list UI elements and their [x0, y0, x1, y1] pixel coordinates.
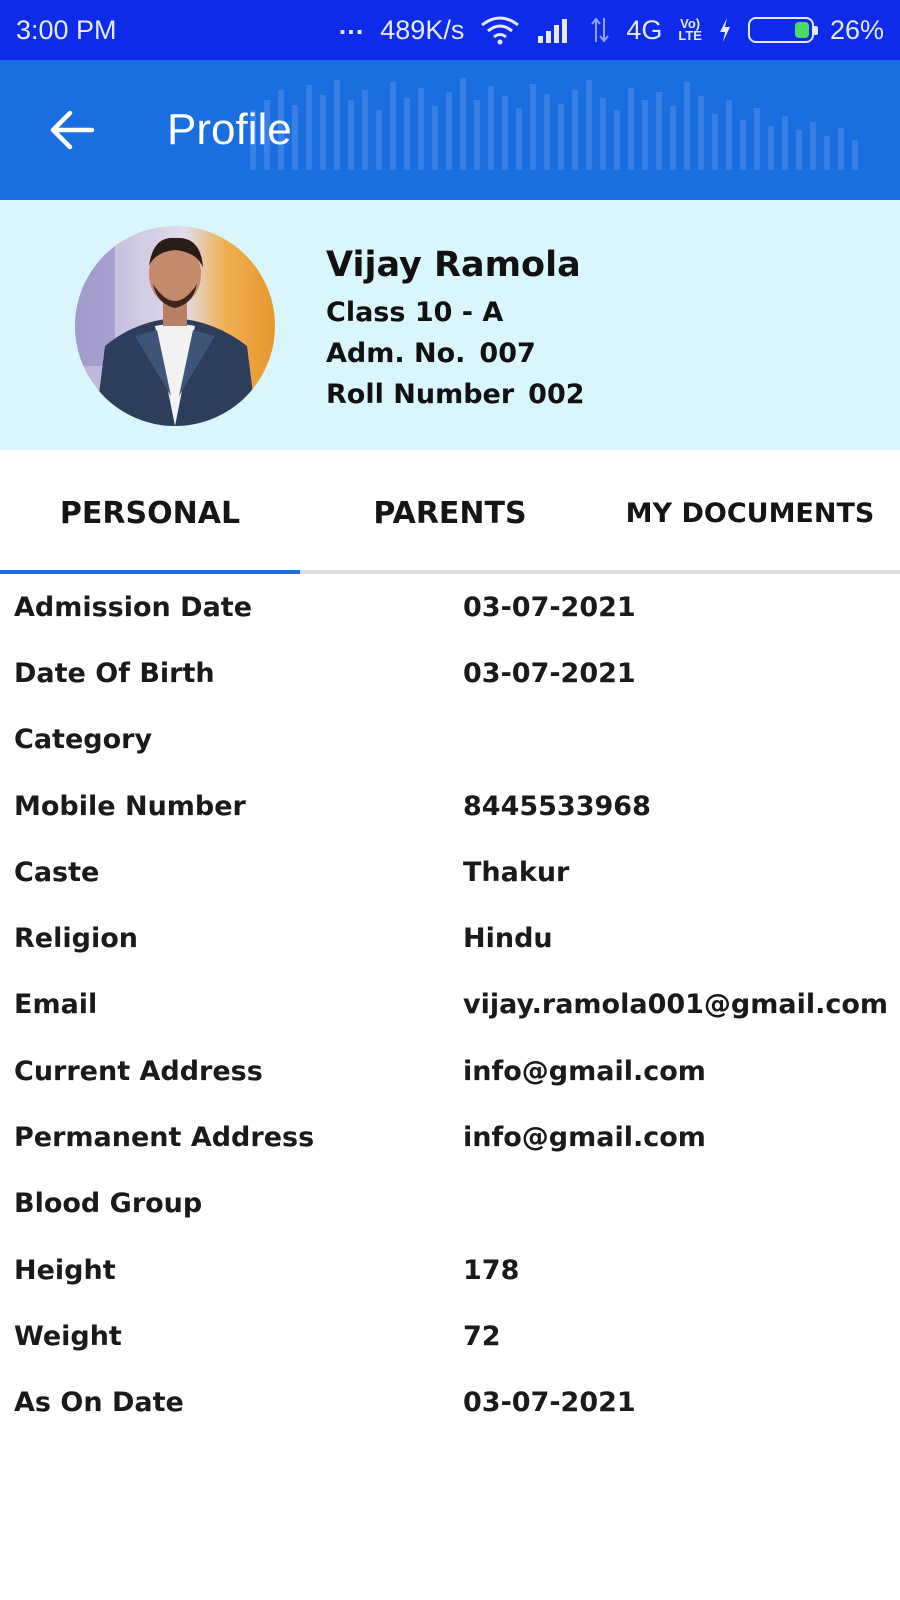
net-speed: 489K/s — [380, 14, 465, 45]
detail-label: Blood Group — [14, 1188, 203, 1220]
profile-header — [0, 200, 900, 450]
student-class: Class 10 - A — [326, 297, 504, 328]
detail-value: 03-07-2021 — [463, 1387, 636, 1419]
admission-number-value: 007 — [479, 338, 536, 369]
status-right — [338, 9, 884, 46]
tab-parents[interactable]: PARENTS — [373, 495, 527, 531]
status-dots: ... — [338, 9, 365, 40]
detail-value: 03-07-2021 — [463, 657, 636, 689]
battery-icon — [748, 17, 814, 43]
detail-value: 03-07-2021 — [463, 591, 636, 623]
admission-number — [326, 333, 585, 374]
detail-row-weight — [0, 1303, 900, 1369]
detail-label: Weight — [14, 1320, 122, 1352]
arrow-left-icon — [48, 108, 96, 152]
detail-row-current-address — [0, 1038, 900, 1104]
detail-row-religion — [0, 905, 900, 971]
detail-label: Admission Date — [14, 591, 253, 623]
detail-row-caste — [0, 839, 900, 905]
detail-row-date-of-birth — [0, 640, 900, 706]
profile-photo — [75, 226, 275, 426]
battery-percent: 26% — [829, 14, 884, 45]
charging-icon — [718, 17, 732, 43]
detail-value: 178 — [463, 1254, 520, 1286]
detail-value: Hindu — [463, 923, 553, 955]
detail-label: As On Date — [14, 1387, 184, 1419]
volte-bottom: LTE — [678, 28, 702, 43]
volte-top: Vo) — [680, 16, 701, 31]
detail-label: Religion — [14, 923, 138, 955]
status-time: 3:00 PM — [16, 14, 117, 45]
detail-value: info@gmail.com — [463, 1122, 706, 1154]
data-arrows-icon — [590, 16, 610, 44]
app-bar — [0, 60, 900, 200]
battery-level — [795, 22, 809, 38]
signal-icon — [536, 16, 574, 44]
personal-details — [0, 574, 900, 1436]
detail-row-as-on-date — [0, 1370, 900, 1436]
avatar[interactable] — [75, 226, 275, 426]
detail-value: 72 — [463, 1320, 501, 1352]
detail-label: Permanent Address — [14, 1122, 315, 1154]
detail-row-blood-group — [0, 1171, 900, 1237]
tab-bar — [0, 450, 900, 574]
detail-row-email — [0, 972, 900, 1038]
detail-row-permanent-address — [0, 1104, 900, 1170]
app-bar-pattern — [250, 70, 870, 190]
detail-label: Caste — [14, 856, 100, 888]
student-name: Vijay Ramola — [326, 245, 581, 285]
tab-my-documents[interactable]: MY DOCUMENTS — [625, 497, 875, 529]
network-type: 4G — [626, 14, 663, 45]
detail-row-admission-date — [0, 574, 900, 640]
detail-label: Mobile Number — [14, 790, 246, 822]
status-bar — [0, 0, 900, 60]
roll-number-label: Roll Number — [326, 379, 515, 410]
roll-number — [326, 374, 585, 415]
detail-label: Height — [14, 1254, 116, 1286]
page-title: Profile — [167, 105, 292, 154]
detail-value: 8445533968 — [463, 790, 651, 822]
detail-value: info@gmail.com — [463, 1055, 706, 1087]
volte-icon — [678, 18, 702, 42]
detail-label: Email — [14, 989, 98, 1021]
wifi-icon — [480, 15, 520, 45]
roll-number-value: 002 — [528, 379, 585, 410]
detail-label: Date Of Birth — [14, 657, 215, 689]
tab-personal[interactable]: PERSONAL — [0, 450, 300, 570]
detail-value: vijay.ramola001@gmail.com — [463, 989, 889, 1021]
detail-row-mobile-number — [0, 773, 900, 839]
detail-row-category — [0, 707, 900, 773]
admission-number-label: Adm. No. — [326, 338, 466, 369]
back-button[interactable] — [40, 98, 104, 162]
profile-info — [326, 242, 585, 415]
detail-row-height — [0, 1237, 900, 1303]
detail-label: Current Address — [14, 1055, 263, 1087]
detail-label: Category — [14, 724, 153, 756]
detail-value: Thakur — [463, 856, 570, 888]
